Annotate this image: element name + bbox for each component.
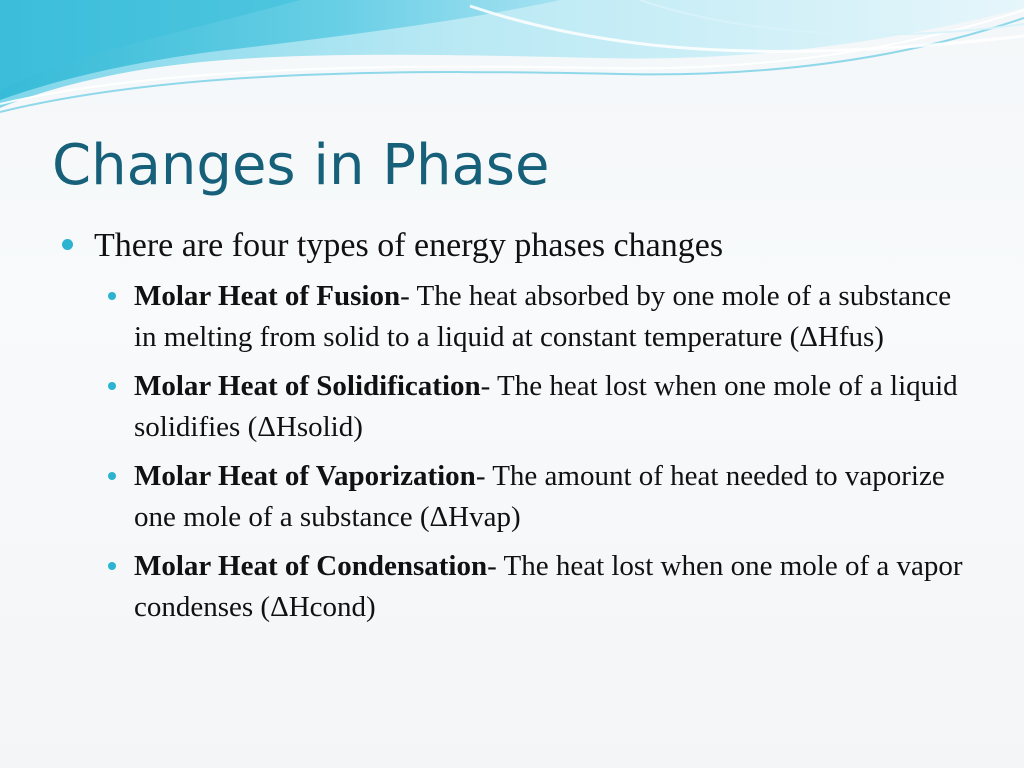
- wave-header-decoration: [0, 0, 1024, 120]
- sub-bullet-item-condensation: [60, 546, 964, 628]
- intro-text: There are four types of energy phases changes: [94, 227, 724, 264]
- sub-bullet-dot-icon: [108, 562, 116, 570]
- term-description: - The heat lost when one mole of a vapor condenses (ΔHcond): [134, 550, 963, 623]
- slide-title: Changes in Phase: [52, 133, 550, 198]
- sub-bullet-list: [60, 276, 990, 628]
- term-label: Molar Heat of Solidification: [134, 370, 481, 402]
- term-label: Molar Heat of Vaporization: [134, 460, 476, 492]
- sub-bullet-item-solidification: [60, 366, 964, 448]
- sub-bullet-item-vaporization: [60, 456, 964, 538]
- bullet-item-intro: [60, 224, 990, 268]
- term-label: Molar Heat of Fusion: [134, 280, 401, 312]
- sub-bullet-item-fusion: [60, 276, 964, 358]
- term-description: - The heat lost when one mole of a liquid solidifies (ΔHsolid): [134, 370, 958, 443]
- term-description: - The amount of heat needed to vaporize one mole of a substance (ΔHvap): [134, 460, 945, 533]
- term-description: - The heat absorbed by one mole of a substance in melting from solid to a liquid at constant temperature (ΔHfus): [134, 280, 952, 353]
- sub-bullet-dot-icon: [108, 292, 116, 300]
- bullet-dot-icon: [62, 239, 73, 250]
- term-label: Molar Heat of Condensation: [134, 550, 488, 582]
- sub-bullet-dot-icon: [108, 472, 116, 480]
- sub-bullet-dot-icon: [108, 382, 116, 390]
- slide-content: [60, 224, 990, 636]
